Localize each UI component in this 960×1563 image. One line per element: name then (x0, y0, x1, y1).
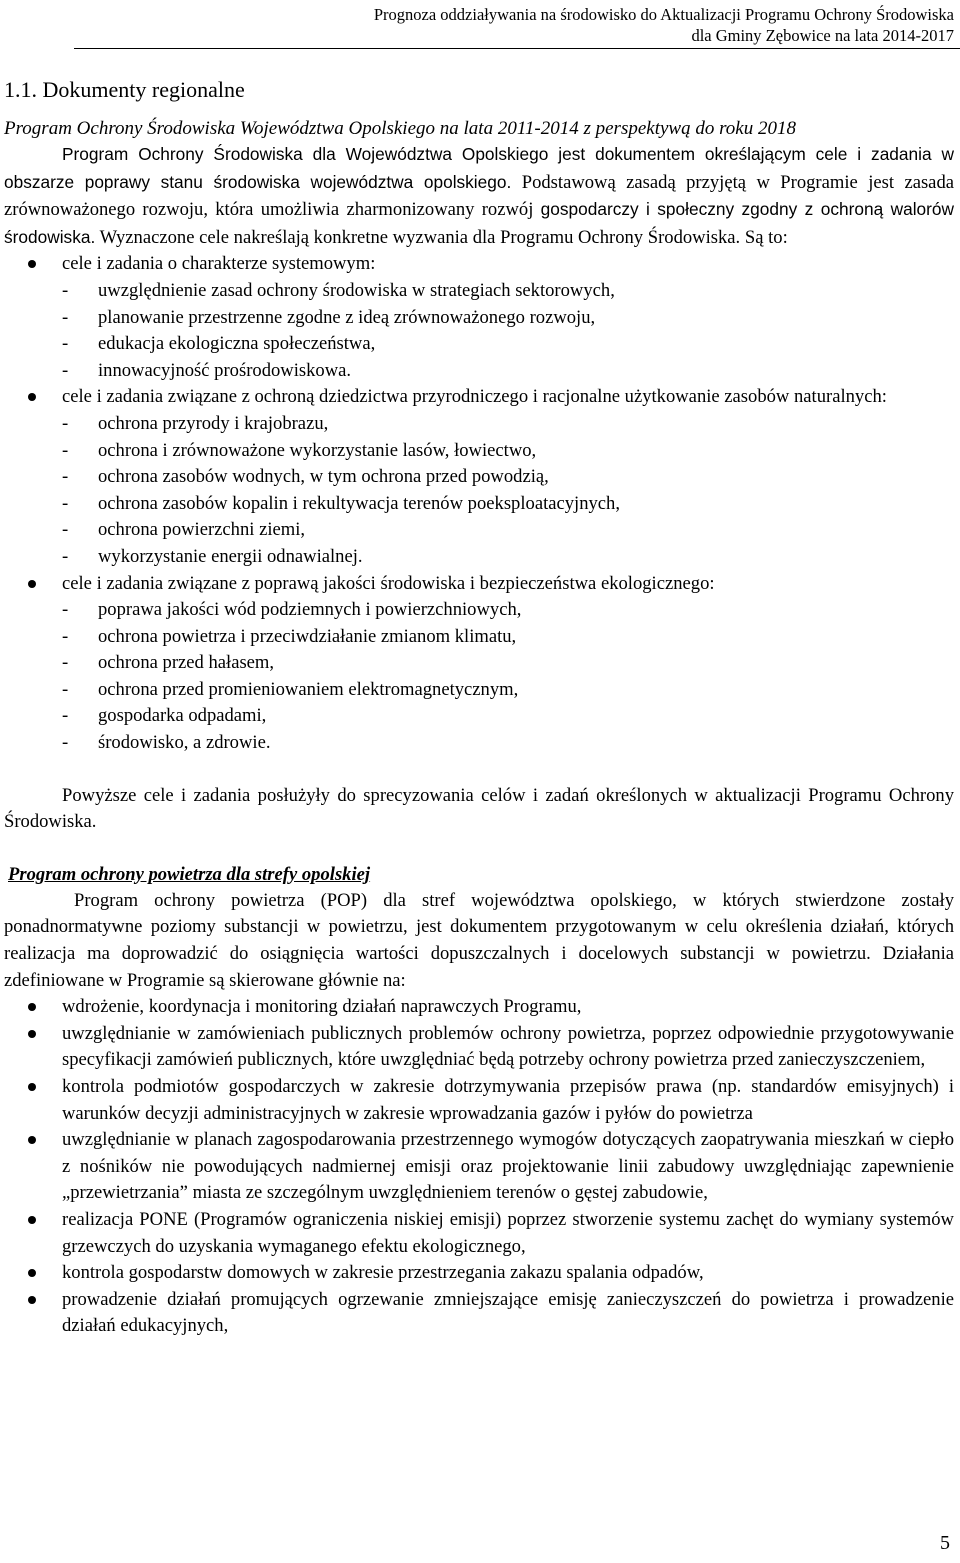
pop-intro: Program ochrony powietrza (POP) dla stref województwa opolskiego, w których stwierdzone zostały ponadnormatywne poziomy substancji w powietrzu, jest dokumentem przygotowanym w celu określenia działań, których realizacja ma doprowadzić do osiągnięcia wartości dopuszczalnych i docelowych substancji w powietrzu. Działania zdefiniowane w Programie są skierowane głównie na: (4, 889, 954, 991)
bullet-icon (28, 260, 36, 268)
goal-item: - ochrona przed promieniowaniem elektromagnetycznym, (62, 678, 519, 700)
goal-group (4, 251, 954, 384)
goal-group (4, 571, 954, 757)
pop-action-item: wdrożenie, koordynacja i monitoring działań naprawczych Programu, (4, 994, 954, 1021)
goal-group-label: cele i zadania o charakterze systemowym: (62, 253, 376, 275)
goal-item: - wykorzystanie energii odnawialnej. (62, 545, 363, 567)
pos-intro-serif: Podstawową zasadą przyjętą w Programie jest zasada zrównoważonego rozwoju, która umożliwia zharmonizowany rozwój (4, 171, 954, 221)
goal-item: - ochrona przed hałasem, (62, 652, 275, 674)
page-number: 5 (940, 1532, 950, 1554)
goal-item: - planowanie przestrzenne zgodne z ideą zrównoważonego rozwoju, (62, 306, 596, 328)
goal-item: - ochrona przyrody i krajobrazu, (62, 412, 329, 434)
bullet-icon (28, 1296, 36, 1304)
header-line-1: Prognoza oddziaływania na środowisko do Aktualizacji Programu Ochrony Środowiska (373, 5, 954, 24)
pop-action-item: realizacja PONE (Programów ograniczenia niskiej emisji) poprzez stworzenie systemu zachęt do wymiany systemów grzewczych do uzyskania wymaganego efektu ekologicznego, (4, 1207, 954, 1260)
running-header (74, 4, 960, 49)
pos-intro-sans-2: gospodarczy i społeczny zgodny z ochroną walorów środowiska. (4, 199, 954, 247)
pos-intro-sans: Program Ochrony Środowiska dla Województwa Opolskiego jest dokumentem określającym cele i zadania w obszarze poprawy stanu środowiska województwa opolskiego. (4, 144, 954, 192)
pop-title: Program ochrony powietrza dla strefy opolskiej (8, 863, 371, 885)
bullet-icon (28, 1083, 36, 1091)
pop-action-item: prowadzenie działań promujących ogrzewanie zmniejszające emisję zanieczyszczeń do powietrza i prowadzenie działań edukacyjnych, (4, 1287, 954, 1340)
pos-summary: Powyższe cele i zadania posłużyły do sprecyzowania celów i zadań określonych w aktualizacji Programu Ochrony Środowiska. (4, 784, 954, 833)
bullet-icon (28, 1136, 36, 1144)
bullet-icon (28, 1269, 36, 1277)
goal-item: - ochrona powierzchni ziemi, (62, 519, 306, 541)
goal-item: - ochrona zasobów wodnych, w tym ochrona przed powodzią, (62, 466, 549, 488)
pos-goal-groups (4, 251, 954, 756)
goal-item: - edukacja ekologiczna społeczeństwa, (62, 333, 376, 355)
goal-group (4, 384, 954, 570)
pos-title: Program Ochrony Środowiska Województwa Opolskiego na lata 2011-2014 z perspektywą do roku 2018 (4, 118, 796, 139)
goal-item: - ochrona powietrza i przeciwdziałanie zmianom klimatu, (62, 625, 517, 647)
goal-item: - poprawa jakości wód podziemnych i powierzchniowych, (62, 599, 522, 621)
goal-item: - innowacyjność prośrodowiskowa. (62, 359, 352, 381)
goal-group-label: cele i zadania związane z ochroną dziedzictwa przyrodniczego i racjonalne użytkowanie zasobów naturalnych: (62, 386, 887, 408)
bullet-icon (28, 580, 36, 588)
pop-action-item: uwzględnianie w planach zagospodarowania przestrzennego wymogów dotyczących zaopatrywania mieszkań w ciepło z nośników nie powodujących nadmiernej emisji oraz projektowanie linii zabudowy uwzględniając zapewnienie „przewietrzania” miasta ze szczególnym uwzględnieniem terenów o gęstej zabudowie, (4, 1127, 954, 1207)
pos-intro (4, 141, 954, 251)
header-line-2: dla Gminy Zębowice na lata 2014-2017 (691, 26, 954, 45)
bullet-icon (28, 393, 36, 401)
goal-item: - ochrona i zrównoważone wykorzystanie lasów, łowiectwo, (62, 439, 537, 461)
pop-action-item: kontrola podmiotów gospodarczych w zakresie dotrzymywania przepisów prawa (np. standardów emisyjnych) i warunków decyzji administracyjnych w zakresie wprowadzania gazów i pyłów do powietrza (4, 1074, 954, 1127)
goal-group-label: cele i zadania związane z poprawą jakości środowiska i bezpieczeństwa ekologicznego: (62, 572, 715, 594)
goal-item: - ochrona zasobów kopalin i rekultywacja terenów poeksploatacyjnych, (62, 492, 620, 514)
goal-item: - gospodarka odpadami, (62, 705, 267, 727)
page-content (4, 76, 954, 1340)
bullet-icon (28, 1003, 36, 1011)
section-title: 1.1. Dokumenty regionalne (4, 77, 245, 102)
pop-action-item: uwzględnianie w zamówieniach publicznych problemów ochrony powietrza, poprzez odpowiednie przygotowywanie specyfikacji zamówień publicznych, które uwzględniać będą potrzeby ochrony powietrza przed zanieczyszczeniem, (4, 1021, 954, 1074)
pop-action-list (4, 994, 954, 1340)
goal-item: - uwzględnienie zasad ochrony środowiska w strategiach sektorowych, (62, 279, 615, 301)
pop-action-item: kontrola gospodarstw domowych w zakresie przestrzegania zakazu spalania odpadów, (4, 1260, 954, 1287)
bullet-icon (28, 1216, 36, 1224)
pos-intro-serif-2: Wyznaczone cele nakreślają konkretne wyzwania dla Programu Ochrony Środowiska. (99, 226, 741, 248)
pos-intro-serif-3: Są to: (744, 226, 788, 248)
bullet-icon (28, 1030, 36, 1038)
goal-item: - środowisko, a zdrowie. (62, 732, 271, 754)
